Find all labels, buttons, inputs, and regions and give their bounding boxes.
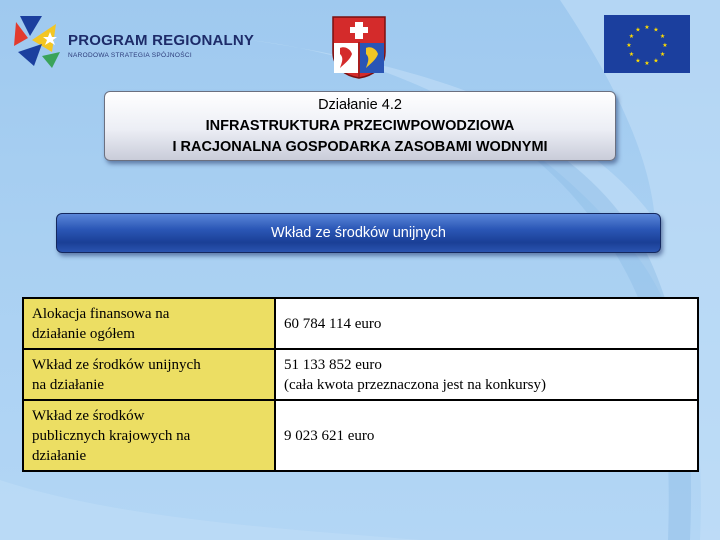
value-line: 9 023 621 euro <box>284 427 375 444</box>
table-row <box>23 349 698 400</box>
program-regionalny-subtitle: NARODOWA STRATEGIA SPÓJNOŚCI <box>68 52 192 59</box>
program-regionalny-title: PROGRAM REGIONALNY <box>68 32 255 49</box>
svg-text:★: ★ <box>644 24 650 31</box>
eu-contribution-banner-label: Wkład ze środków unijnych <box>271 225 446 241</box>
svg-text:★: ★ <box>659 33 666 40</box>
svg-text:★: ★ <box>653 26 659 34</box>
label-line: publicznych krajowych na <box>32 427 191 444</box>
value-line: 60 784 114 euro <box>284 315 382 332</box>
label-line: na działanie <box>32 376 105 393</box>
eu-contribution-banner <box>56 213 661 253</box>
value-line: 51 133 852 euro <box>284 356 382 373</box>
svg-text:★: ★ <box>626 42 632 49</box>
svg-text:★: ★ <box>659 51 666 58</box>
table-row <box>23 400 698 471</box>
eu-flag-icon <box>604 15 690 73</box>
table-row-label <box>23 298 275 349</box>
action-title-box <box>104 91 616 161</box>
table-row-value <box>275 298 698 349</box>
action-number: Działanie 4.2 <box>318 96 402 113</box>
svg-text:★: ★ <box>635 26 641 34</box>
program-regionalny-emblem-icon <box>12 12 66 70</box>
table-row-value <box>275 400 698 471</box>
svg-text:★: ★ <box>628 33 635 40</box>
svg-text:★: ★ <box>644 60 650 67</box>
svg-text:★: ★ <box>635 57 641 65</box>
svg-text:★: ★ <box>628 51 635 58</box>
value-line: (cała kwota przeznaczona jest na konkursy) <box>284 376 546 393</box>
coat-of-arms-icon <box>330 14 388 80</box>
svg-text:★: ★ <box>662 42 668 49</box>
table-row-value <box>275 349 698 400</box>
program-regionalny-logo <box>12 12 255 72</box>
table-row <box>23 298 698 349</box>
table-row-label <box>23 349 275 400</box>
label-line: działanie ogółem <box>32 325 135 342</box>
label-line: działanie <box>32 447 87 464</box>
action-title-line-2: I RACJONALNA GOSPODARKA ZASOBAMI WODNYMI <box>172 138 548 155</box>
label-line: Alokacja finansowa na <box>32 305 170 322</box>
funding-table <box>22 297 699 472</box>
table-row-label <box>23 400 275 471</box>
label-line: Wkład ze środków <box>32 407 145 424</box>
label-line: Wkład ze środków unijnych <box>32 356 201 373</box>
svg-text:★: ★ <box>653 57 659 65</box>
action-title-line-1: INFRASTRUKTURA PRZECIWPOWODZIOWA <box>205 117 515 134</box>
